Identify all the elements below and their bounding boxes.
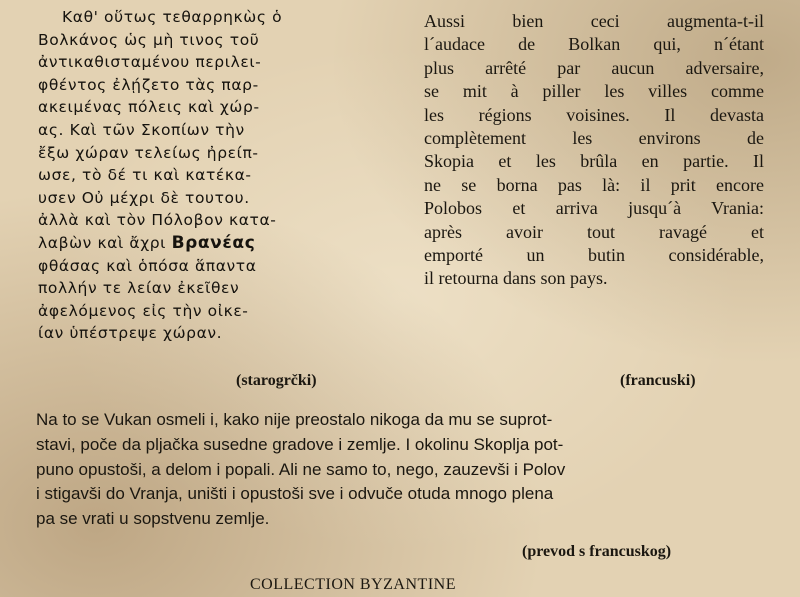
french-line: ne se borna pas là: il prit encore (424, 174, 764, 195)
greek-line: Βολκάνος ὡς μὴ τινος τοῦ (38, 30, 260, 49)
greek-line: φθέντος ἐλῄζετο τὰς παρ- (38, 75, 259, 94)
french-line: les régions voisines. Il devasta (424, 104, 764, 125)
greek-line: ἀλλὰ καὶ τὸν Πόλοβον κατα- (38, 211, 277, 230)
greek-line-with-bold (38, 232, 358, 255)
french-line: Polobos et arriva jusqu´à Vrania: (424, 198, 764, 219)
greek-line: ακειμένας πόλεις καὶ χώρ- (38, 98, 260, 117)
french-line: complètement les environs de (424, 128, 764, 149)
greek-line: ἀφελόμενος εἰς τὴν οἰκε- (38, 301, 249, 320)
french-text-block (424, 10, 764, 291)
greek-line: πολλήν τε λείαν ἐκεῖθεν (38, 279, 240, 298)
french-line: Aussi bien ceci augmenta-t-il (424, 11, 764, 31)
greek-line: Καθ' οὕτως τεθαρρηκὼς ὁ (62, 8, 283, 26)
french-line: l´audace de Bolkan qui, n´étant (424, 34, 764, 55)
french-caption: (francuski) (620, 372, 696, 389)
serbian-line: pa se vrati u sopstvenu zemlje. (36, 509, 270, 529)
greek-line: ἔξω χώραν τελείως ἠρείπ- (38, 143, 259, 162)
serbian-line: stavi, poče da pljačka susedne gradove i zemlje. I okolinu Skoplja pot- (36, 434, 564, 454)
french-line: il retourna dans son pays. (424, 268, 608, 289)
french-line: emporté un butin considérable, (424, 245, 764, 266)
serbian-line: i stigavši do Vranja, uništi i opustoši sve i odvuče otuda mnogo plena (36, 484, 554, 504)
greek-line: υσεν Οὐ μέχρι δὲ τουτου. (38, 188, 250, 207)
french-line: plus arrêté par aucun adversaire, (424, 57, 764, 78)
serbian-caption: (prevod s francuskog) (522, 543, 672, 560)
french-line: après avoir tout ravagé et (424, 221, 764, 242)
greek-line: φθάσας καὶ ὁπόσα ἅπαντα (38, 256, 257, 275)
french-line: se mit à piller les villes comme (424, 81, 764, 102)
greek-line: λαβὼν καὶ ἄχρι (38, 233, 167, 252)
french-line: Skopia et les brûla en partie. Il (424, 151, 764, 172)
greek-bold-word: Βρανέας (171, 232, 256, 253)
greek-line: ωσε, τὸ δέ τι καὶ κατέκα- (38, 166, 252, 185)
greek-line: ίαν ὑπέστρεψε χώραν. (38, 324, 223, 343)
greek-caption: (starogrčki) (236, 372, 317, 389)
greek-text-block (38, 6, 358, 345)
serbian-text-block (36, 408, 766, 532)
serbian-line: puno opustoši, a delom i popali. Ali ne samo to, nego, zauzevši i Polov (36, 459, 566, 479)
greek-line: ας. Καὶ τῶν Σκοπίων τὴν (38, 120, 245, 139)
serbian-line: Na to se Vukan osmeli i, kako nije preostalo nikoga da mu se suprot- (36, 410, 553, 429)
collection-footer: COLLECTION BYZANTINE (250, 576, 456, 593)
greek-line: ἀντικαθισταμένου περιλει- (38, 53, 262, 72)
